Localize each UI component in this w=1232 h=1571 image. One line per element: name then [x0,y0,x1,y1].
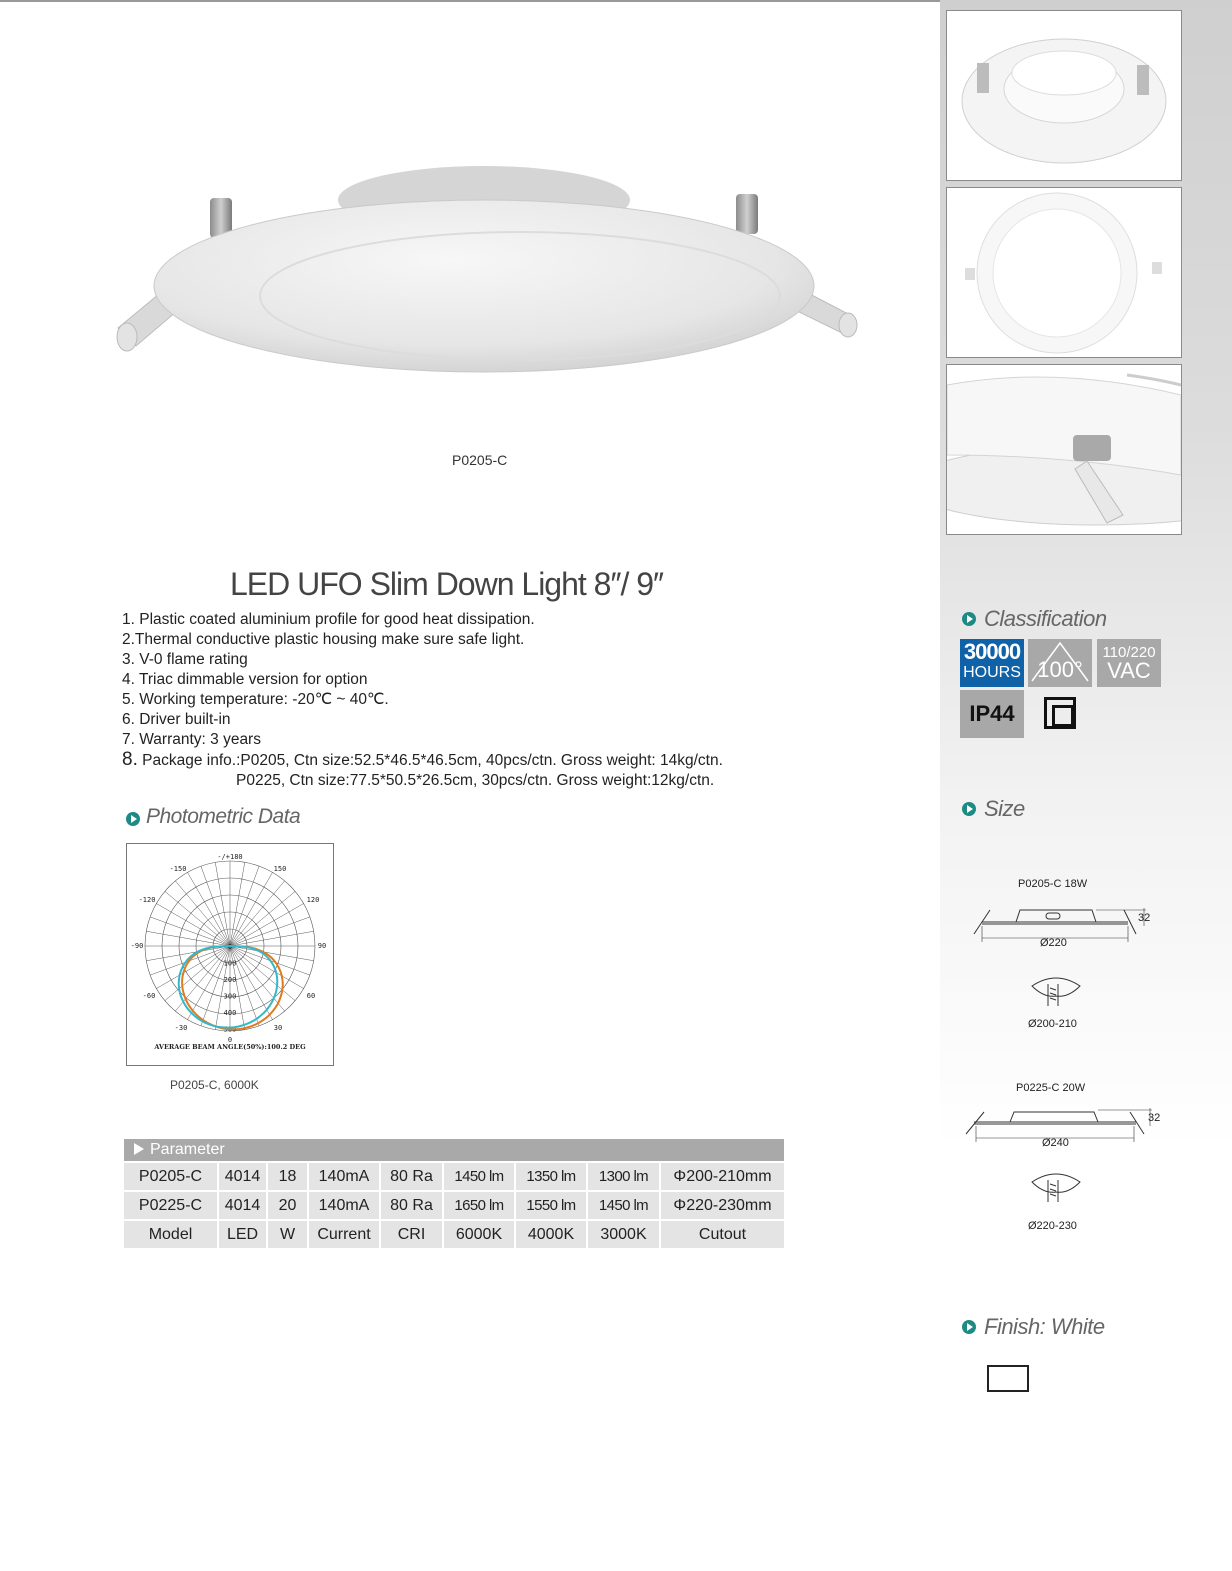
play-bullet-icon [126,812,140,826]
table-cell: 1450 lm [442,1161,514,1190]
table-cell: 1300 lm [586,1161,659,1190]
package-number: 8. [122,749,138,770]
table-cell: CRI [379,1219,442,1248]
play-bullet-icon [962,802,976,816]
thumbnail-clip-detail[interactable] [946,364,1182,535]
product-image-main [100,150,870,400]
polar-diagram [126,843,334,1066]
radial-label: 200 [223,975,237,984]
angle-label: -60 [142,992,156,1000]
table-cell: W [266,1219,307,1248]
feature-list [122,610,535,750]
radial-label: 100 [223,959,237,968]
size-model-label: P0205-C 18W [1018,878,1088,890]
feature-item: 6. Driver built-in [122,711,231,728]
size-height-label: 32 [1138,912,1151,924]
hours-unit: HOURS [963,664,1021,681]
angle-label: -90 [130,942,144,950]
table-cell: 3000K [586,1219,659,1248]
table-cell: 140mA [307,1190,379,1219]
finish-title: Finish: White [984,1314,1105,1339]
main-product-caption: P0205-C [452,452,508,468]
feature-item: 7. Warranty: 3 years [122,731,261,748]
table-cell: 4014 [217,1190,266,1219]
beam-angle-badge [1028,639,1092,687]
table-cell: Φ220-230mm [659,1190,784,1219]
package-info [122,750,723,791]
feature-item: 1. Plastic coated aluminium profile for good heat dissipation. [122,611,535,628]
angle-label: -/+180 [217,853,243,861]
triangle-right-icon [134,1143,144,1155]
table-row [124,1190,784,1219]
angle-label: 60 [306,992,316,1000]
parameter-heading-label: Parameter [150,1141,225,1158]
play-bullet-icon [962,1320,976,1334]
table-cell: LED [217,1219,266,1248]
package-line-1: P0205, Ctn size:52.5*46.5*46.5cm, 40pcs/ctn. Gross weight: 14kg/ctn. [240,752,723,769]
package-line-2: P0225, Ctn size:77.5*50.5*26.5cm, 30pcs/ctn. Gross weight:12kg/ctn. [236,772,715,789]
table-cell: 1350 lm [514,1161,586,1190]
table-cell: Current [307,1219,379,1248]
table-cell: Cutout [659,1219,784,1248]
table-cell: 80 Ra [379,1190,442,1219]
thumbnail-back-view[interactable] [946,10,1182,181]
photometric-title: Photometric Data [146,805,301,828]
voltage-unit: VAC [1107,658,1151,683]
table-cell: 4014 [217,1161,266,1190]
angle-label: 30 [273,1024,283,1032]
classification-title: Classification [984,606,1107,631]
size-diameter-label: Ø220 [1040,937,1067,949]
package-label: Package info.: [142,752,241,769]
table-cell: Φ200-210mm [659,1161,784,1190]
size-height-label: 32 [1148,1112,1161,1124]
table-cell: 1650 lm [442,1190,514,1219]
class-ii-double-square-icon [1044,697,1076,729]
right-sidebar [940,0,1232,1571]
photometric-caption: P0205-C, 6000K [170,1078,259,1092]
beam-angle-value: 100° [1037,657,1083,682]
radial-label: 0 [227,943,233,951]
size-cutout-label: Ø200-210 [1028,1018,1077,1030]
table-cell: 80 Ra [379,1161,442,1190]
table-cell: Model [124,1219,217,1248]
size-model-label: P0225-C 20W [1016,1082,1086,1094]
table-row [124,1161,784,1190]
angle-label: -30 [174,1024,188,1032]
parameter-heading [124,1139,784,1161]
radial-label: 500 [223,1025,237,1034]
play-bullet-icon [962,612,976,626]
size-cutout-label: Ø220-230 [1028,1220,1077,1232]
feature-item: 2.Thermal conductive plastic housing make sure safe light. [122,631,525,648]
feature-item: 4. Triac dimmable version for option [122,671,368,688]
voltage-range: 110/220 [1102,644,1156,661]
voltage-badge [1097,639,1161,687]
feature-item: 3. V-0 flame rating [122,651,248,668]
finish-color-swatch [987,1365,1029,1392]
top-border-line [0,0,940,2]
thumbnail-front-view[interactable] [946,187,1182,358]
parameter-table [124,1139,784,1248]
lifetime-hours-badge [960,639,1024,687]
product-title: LED UFO Slim Down Light 8′′/ 9′′ [230,566,664,602]
hours-value: 30000 [963,639,1021,664]
polar-chart-svg [127,844,333,1065]
table-cell: 18 [266,1161,307,1190]
angle-label: -120 [138,896,156,904]
table-cell: 1450 lm [586,1190,659,1219]
angle-label: 90 [317,942,327,950]
table-cell: 140mA [307,1161,379,1190]
beam-angle-footer: AVERAGE BEAM ANGLE(50%):100.2 DEG [154,1043,306,1051]
cutout-drawing [1028,1170,1084,1210]
table-cell: P0225-C [124,1190,217,1219]
table-cell: 4000K [514,1219,586,1248]
angle-label: 0 [227,1036,233,1044]
table-cell: 20 [266,1190,307,1219]
table-cell: 1550 lm [514,1190,586,1219]
angle-label: -150 [169,865,187,873]
radial-label: 400 [223,1008,237,1017]
ip-rating-badge: IP44 [960,690,1024,738]
table-cell: 6000K [442,1219,514,1248]
size-title: Size [984,796,1025,821]
size-diameter-label: Ø240 [1042,1137,1069,1149]
angle-label: 150 [273,865,287,873]
cutout-drawing [1028,974,1084,1014]
table-row [124,1219,784,1248]
table-cell: P0205-C [124,1161,217,1190]
radial-label: 300 [223,992,237,1001]
angle-label: 120 [306,896,320,904]
feature-item: 5. Working temperature: -20℃ ~ 40℃. [122,691,389,708]
